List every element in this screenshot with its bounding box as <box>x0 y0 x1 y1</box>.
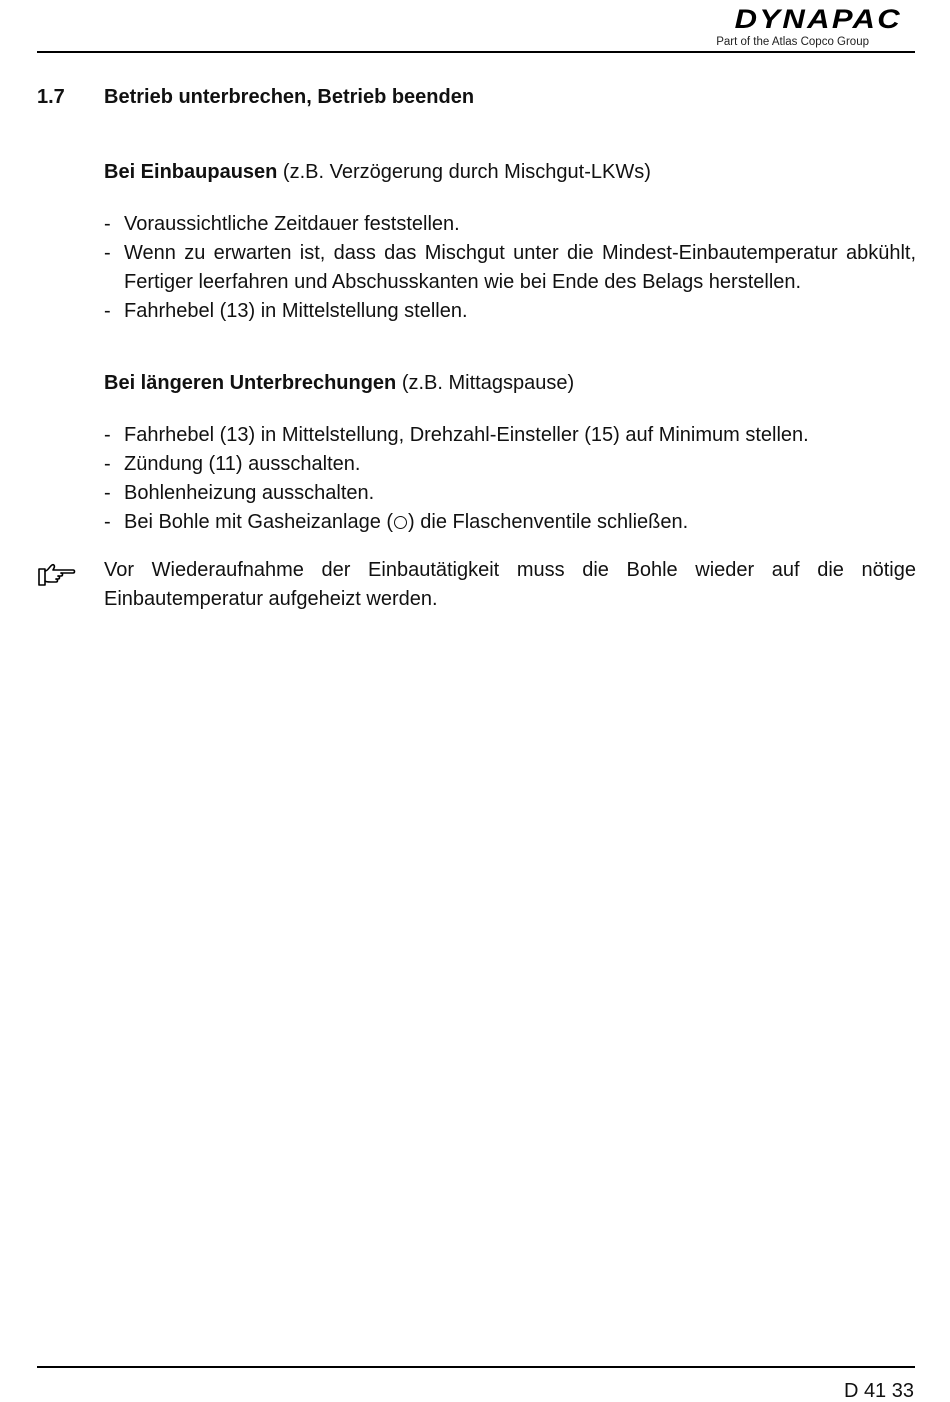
list-unterbrechungen <box>104 421 916 537</box>
list-item: - Zündung (11) ausschalten. <box>104 450 916 479</box>
list-item-text-start: Bei Bohle mit Gasheizanlage ( <box>124 511 394 533</box>
section-number: 1.7 <box>37 86 65 108</box>
brand-logo: DYNAPAC <box>734 4 902 34</box>
subheading-rest: (z.B. Verzögerung durch Mischgut-LKWs) <box>277 161 651 183</box>
list-item <box>104 508 916 537</box>
header-logo <box>682 6 902 49</box>
list-item: - Wenn zu erwarten ist, dass das Mischgut unter die Mindest-Einbautemperatur abkühlt, Fertiger leerfahren und Abschusskanten wie bei Ende des Belags herstellen. <box>104 239 916 297</box>
note-text: Vor Wiederaufnahme der Einbautätigkeit muss die Bohle wieder auf die nötige Einbautemperatur aufgeheizt werden. <box>104 559 916 610</box>
subheading-rest: (z.B. Mittagspause) <box>396 372 575 394</box>
list-item: - Voraussichtliche Zeitdauer feststellen. <box>104 210 916 239</box>
brand-tagline: Part of the Atlas Copco Group <box>716 36 869 48</box>
pointing-hand-icon <box>37 561 77 587</box>
page-number: D 41 33 <box>843 1380 914 1402</box>
list-item: - Fahrhebel (13) in Mittelstellung stellen. <box>104 297 916 326</box>
subheading-bold: Bei längeren Unterbrechungen <box>104 372 397 394</box>
list-einbaupausen <box>104 210 916 326</box>
list-item: - Fahrhebel (13) in Mittelstellung, Drehzahl-Einsteller (15) auf Minimum stellen. <box>104 421 916 450</box>
subheading-bold: Bei Einbaupausen <box>104 161 278 183</box>
circle-symbol-icon <box>394 516 407 529</box>
subheading-unterbrechungen <box>104 369 916 398</box>
list-item: - Bohlenheizung ausschalten. <box>104 479 916 508</box>
section-title: Betrieb unterbrechen, Betrieb beenden <box>104 86 475 108</box>
footer-rule <box>37 1366 915 1368</box>
list-item-text-end: ) die Flaschenventile schließen. <box>408 511 689 533</box>
header-rule <box>37 51 915 53</box>
subheading-einbaupausen <box>104 158 916 187</box>
